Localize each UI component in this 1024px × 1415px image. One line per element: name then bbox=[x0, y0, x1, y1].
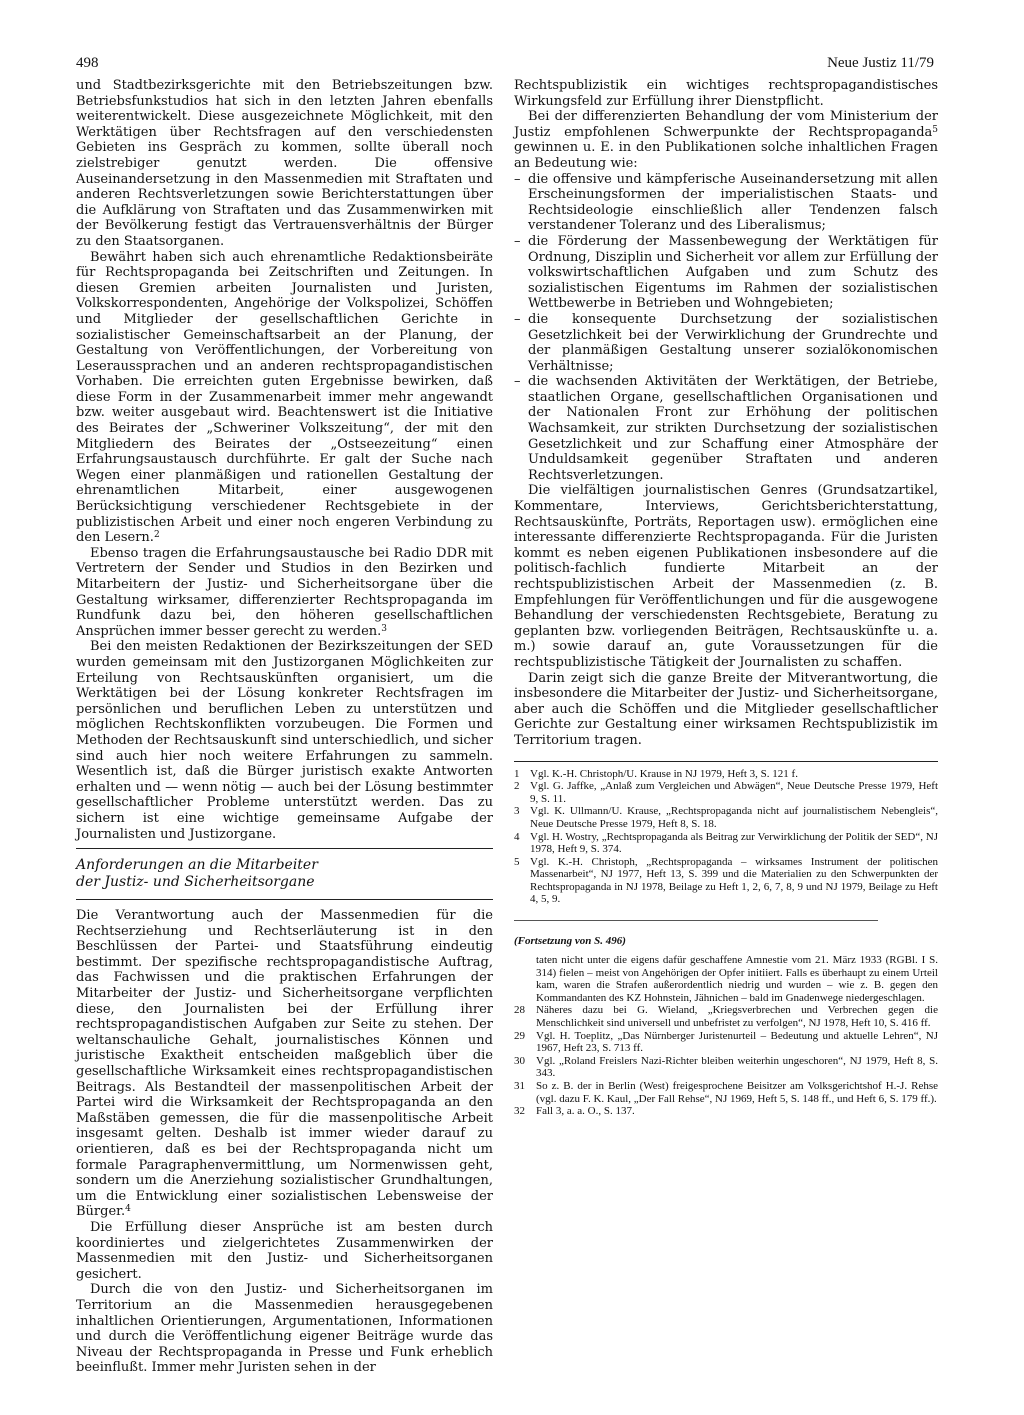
paragraph: Darin zeigt sich die ganze Breite der Mitverantwortung, die insbesondere die Mitarbeiter der Justiz- und Sicherheitsorgane, aber auch die Schöffen und die Mitglieder gesellschaftlicher Gerichte zur Gestaltung einer wirksamen Rechtspublizistik im Territorium tragen. bbox=[514, 670, 938, 748]
continuation-heading: (Fortsetzung von S. 496) bbox=[514, 935, 626, 948]
footnote: 4 Vgl. H. Wostry, „Rechtspropaganda als Beitrag zur Verwirklichung der Politik der SED“, NJ 1978, Heft 9, S. 374. bbox=[514, 830, 938, 856]
continuation-text: taten nicht unter die eigens dafür geschaffene Amnestie vom 21. März 1933 (RGBl. I S. 314) fielen – meist von Angehörigen der Opfer initiiert. Falls es überhaupt zu einem Urteil kam, waren die Strafen außerordentlich niedrig und wurden – wie z. B. gegen den Kommandanten des KZ Hohnstein, Jähnichen – bald im Gnadenwege niedergeschlagen. bbox=[536, 954, 938, 1004]
section-heading: Anforderungen an die Mitarbeiter der Justiz- und Sicherheitsorgane bbox=[76, 857, 318, 891]
page-number: 498 bbox=[76, 55, 99, 71]
list-item: – die konsequente Durchsetzung der sozialistischen Gesetzlichkeit bei der Verwirklichung der Grundrechte und der planmäßigen Gestaltung unserer sozialökonomischen Verhältnisse; bbox=[514, 311, 938, 374]
footnote: 2 Vgl. G. Jaffke, „Anlaß zum Vergleichen und Abwägen“, Neue Deutsche Presse 1979, Heft 9, S. 11. bbox=[514, 780, 938, 805]
footnotes bbox=[514, 761, 938, 907]
section-divider bbox=[76, 899, 493, 900]
footnote-mark: 5 bbox=[932, 124, 938, 135]
footnote-divider bbox=[514, 906, 878, 921]
section-divider bbox=[76, 848, 493, 849]
paragraph: Bei der differenzierten Behandlung der vom Ministerium der Justiz empfohlenen Schwerpunkte der Rechtspropaganda$^5$ gewinnen u. E. in den Publikationen solche inhaltlichen Fragen an Bedeutung wie: bbox=[514, 109, 938, 171]
left-column bbox=[76, 78, 493, 1376]
footnote: 1 Vgl. K.-H. Christoph/U. Krause in NJ 1979, Heft 3, S. 121 f. bbox=[514, 767, 798, 780]
paragraph: Die Verantwortung auch der Massenmedien für die Rechtserziehung und Rechtserläuterung ist in den Beschlüssen der Partei- und Staatsführung eindeutig bestimmt. Der spezifische rechtspropagandistische Auftrag, das Fachwissen und die praktischen Erfahrungen der Mitarbeiter der Justiz- und Sicherheitsorgane verpflichten diese, den Journalisten bei der Erfüllung ihrer rechtspropagandistischen Aufgaben zur Seite zu stehen. Der weltanschauliche Gehalt, journalistisches Können und juristische Exaktheit entscheiden maßgeblich über die gesellschaftliche Wirksamkeit eines rechtspropagandistischen Beitrags. Als Bestandteil der massenpolitischen Arbeit der Partei wird die Wirksamkeit der Rechtspropaganda an den Maßstäben gemessen, die für die massenpolitische Arbeit insgesamt gelten. Deshalb ist immer wieder darauf zu orientieren, daß es bei der Rechtspropaganda nicht um formale Paragraphenvermittlung, um Normenwissen geht, sondern um die Anerziehung sozialistischer Grundhaltungen, um die Entwicklung einer sozialistischen Lebensweise der Bürger.$^4$ bbox=[76, 908, 493, 1220]
paragraph: und Stadtbezirksgerichte mit den Betriebszeitungen bzw. Betriebsfunkstudios hat sich in den letzten Jahren ebenfalls weiterentwickelt. Diese ausgezeichnete Möglichkeit, mit den Werktätigen über Rechtsfragen auf den verschiedensten Gebieten ins Gespräch zu kommen, sollte überall noch zielstrebiger genutzt werden. Die offensive Auseinandersetzung in den Massenmedien mit Straftaten und anderen Rechtsverletzungen sowie Berichterstattungen über die Aufklärung von Straftaten und das Zusammenwirken mit der Bevölkerung festigt das Vertrauensverhältnis der Bürger zu den Staatsorganen. bbox=[76, 78, 493, 249]
footnote: 29 Vgl. H. Toeplitz, „Das Nürnberger Juristenurteil – Bedeutung und aktuelle Lehren“, NJ 1967, Heft 23, S. 713 ff. bbox=[514, 1029, 938, 1055]
footnote: 31 So z. B. der in Berlin (West) freigesprochene Beisitzer am Volksgerichtshof H.-J. Rehse (vgl. dazu F. K. Kaul, „Der Fall Rehse“, NJ 1969, Heft 5, S. 148 ff., und Heft 6, S. 179 ff.). bbox=[514, 1080, 938, 1105]
paragraph: Rechtspublizistik ein wichtiges rechtspropagandistisches Wirkungsfeld zur Erfüllung ihrer Dienstpflicht. bbox=[514, 78, 938, 109]
paragraph: Bei den meisten Redaktionen der Bezirkszeitungen der SED wurden gemeinsam mit den Justizorganen Möglichkeiten zur Erteilung von Rechtsauskünften organisiert, um die Werktätigen bei der Lösung konkreter Rechtsfragen im persönlichen und beruflichen Leben zu unterstützen und möglichen Rechtskonflikten vorzubeugen. Die Formen und Methoden der Rechtsauskunft sind unterschiedlich, und sicher sind auch hier noch weitere Erfahrungen zu sammeln. Wesentlich ist, daß die Bürger juristisch exakte Antworten erhalten und — wenn nötig — auch bei der Lösung bestimmter gesellschaftlicher Probleme unterstützt werden. Das zu sichern ist eine wichtige gemeinsame Aufgabe der Journalisten und Justizorgane. bbox=[76, 639, 493, 842]
footnote: 32 Fall 3, a. a. O., S. 137. bbox=[514, 1105, 635, 1118]
paragraph: Bewährt haben sich auch ehrenamtliche Redaktionsbeiräte für Rechtspropaganda bei Zeitschriften und Zeitungen. In diesen Gremien arbeiten Journalisten und Juristen, Volkskorrespondenten, Angehörige der Volkspolizei, Schöffen und Mitglieder der gesellschaftlichen Gerichte in sozialistischer Gemeinschaftsarbeit an der Planung, der Gestaltung von Veröffentlichungen, der Vorbereitung von Leseraussprachen und an anderen rechtspropagandistischen Vorhaben. Die erreichten guten Ergebnisse bewirken, daß diese Form in der Zusammenarbeit immer mehr angewandt bzw. weiter ausgebaut wird. Beachtenswert ist die Initiative des Beirates der „Schweriner Volkszeitung“, der mit den Mitgliedern des Beirates der „Ostseezeitung“ einen Erfahrungsaustausch durchführte. Er galt der Suche nach Wegen einer planmäßigen und rationellen Gestaltung der ehrenamtlichen Mitarbeit, einer ausgewogenen Berücksichtigung verschiedener Rechtsgebiete in der publizistischen Arbeit und einer noch engeren Verbindung zu den Lesern.$^2$ bbox=[76, 249, 493, 546]
bullet-list bbox=[514, 172, 938, 484]
paragraph: Die vielfältigen journalistischen Genres (Grundsatzartikel, Kommentare, Interviews, Gerichtsberichterstattung, Rechtsauskünfte, Porträts, Reportagen usw). ermöglichen eine interessante differenzierte Rechtspropaganda. Für die Juristen kommt es neben eigenen Publikationen insbesondere auf die politisch-fachlich fundierte Mitarbeit an der rechtspublizistischen Arbeit der Massenmedien (z. B. Empfehlungen für Veröffentlichungen und für die ausgewogene Behandlung der verschiedensten Rechtsgebiete, Beratung zu geplanten bzw. vorliegenden Beiträgen, Rechtsauskünfte u. a. m.) sowie darauf an, gute Voraussetzungen für die rechtspublizistische Tätigkeit der Journalisten zu schaffen. bbox=[514, 483, 938, 670]
footnote-mark: 3 bbox=[381, 623, 388, 634]
list-item: – die wachsenden Aktivitäten der Werktätigen, der Betriebe, staatlichen Organe, gesellschaftlichen Organisationen und der Nationalen Front zur Erhöhung der politischen Wachsamkeit, zur strikten Durchsetzung der sozialistischen Gesetzlichkeit und zur Schaffung einer Atmosphäre der Unduldsamkeit gegenüber Straftaten und anderen Rechtsverletzungen. bbox=[514, 374, 938, 483]
paragraph: Ebenso tragen die Erfahrungsaustausche bei Radio DDR mit Vertretern der Sender und Studios in den Bezirken und Mitarbeitern der Justiz- und Sicherheitsorgane über die Gestaltung wirksamer, differenzierter Rechtspropaganda im Rundfunk dazu bei, den höheren gesellschaftlichen Ansprüchen immer besser gerecht zu werden.$^3$ bbox=[76, 545, 493, 639]
paragraph: Durch die von den Justiz- und Sicherheitsorganen im Territorium an die Massenmedien herausgegebenen inhaltlichen Orientierungen, Argumentationen, Informationen und durch die Veröffentlichung eigener Beiträge wurde das Niveau der Rechtspropaganda in Presse und Funk erheblich beeinflußt. Immer mehr Juristen sehen in der bbox=[76, 1282, 493, 1376]
footnote: 28 Näheres dazu bei G. Wieland, „Kriegsverbrechen und Verbrechen gegen die Menschlichkeit sind universell und unbefristet zu verfolgen“, NJ 1978, Heft 10, S. 416 ff. bbox=[514, 1004, 938, 1030]
footnote: 5 Vgl. K.-H. Christoph, „Rechtspropaganda – wirksames Instrument der politischen Massenarbeit“, NJ 1977, Heft 13, S. 399 und die Materialien zu den Schwerpunkten der Rechtspropaganda in NJ 1978, Beilage zu Heft 1, 2, 6, 7, 8, 9 und NJ 1979, Beilage zu Heft 4, 5, 9. bbox=[514, 855, 938, 906]
footnote: 30 Vgl. „Roland Freislers Nazi-Richter bleiben weiterhin ungeschoren“, NJ 1979, Heft 8, S. 343. bbox=[514, 1054, 938, 1080]
paragraph: Die Erfüllung dieser Ansprüche ist am besten durch koordiniertes und zielgerichtetes Zusammenwirken der Massenmedien mit den Justiz- und Sicherheitsorganen gesichert. bbox=[76, 1219, 493, 1282]
right-column bbox=[514, 78, 938, 1118]
list-item: – die offensive und kämpferische Auseinandersetzung mit allen Erscheinungsformen der imperialistischen Staats- und Rechtsideologie einschließlich aller Tendenzen falsch verstandener Toleranz und des Liberalismus; bbox=[514, 171, 938, 234]
footnote-mark: 4 bbox=[125, 1204, 131, 1215]
list-item: – die Förderung der Massenbewegung der Werktätigen für Ordnung, Disziplin und Sicherheit vor allem zur Erfüllung der volkswirtschaftlichen Aufgaben und zum Schutz des sozialistischen Eigentums im Rahmen der sozialistischen Wettbewerbe in Betrieben und Wohngebieten; bbox=[514, 233, 938, 312]
footnote-mark: 2 bbox=[153, 530, 160, 541]
journal-issue: Neue Justiz 11/79 bbox=[827, 55, 934, 71]
footnote: 3 Vgl. K. Ullmann/U. Krause, „Rechtspropaganda nicht auf journalistischem Nebengleis“, Neue Deutsche Presse 1979, Heft 8, S. 18. bbox=[514, 805, 938, 830]
